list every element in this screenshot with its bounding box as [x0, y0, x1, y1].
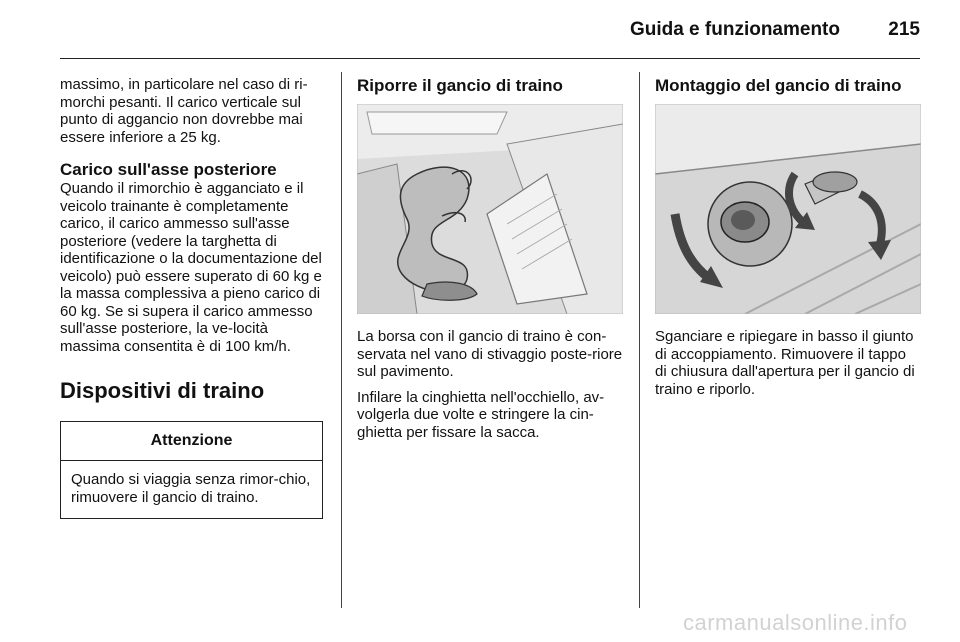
page-header	[60, 0, 920, 59]
coupling-illustration	[655, 104, 921, 314]
strap-instructions-paragraph: Infilare la cinghietta nell'occhiello, av-volgerla due volte e stringere la cin-ghietta per fissare la sacca.	[357, 388, 605, 441]
bag-location-paragraph: La borsa con il gancio di traino è con-servata nel vano di stivaggio poste-riore sul pavimento.	[357, 328, 623, 380]
column-left	[60, 76, 326, 519]
column-divider	[341, 72, 342, 608]
column-right	[655, 76, 921, 398]
store-towbar-heading: Riporre il gancio di traino	[357, 76, 563, 95]
intro-paragraph: massimo, in particolare nel caso di ri-morchi pesanti. Il carico verticale sul punto di aggancio non dovrebbe mai essere inferiore a 25 kg.	[60, 76, 308, 146]
watermark-text: carmanualsonline.info	[683, 610, 908, 635]
warning-box	[60, 421, 323, 519]
coupling-instructions-paragraph: Sganciare e ripiegare in basso il giunto di accoppiamento. Rimuovere il tappo di chiusura dall'apertura per il gancio di traino e riporlo.	[655, 328, 915, 398]
column-divider	[639, 72, 640, 608]
rear-axle-heading: Carico sull'asse posteriore	[60, 160, 277, 179]
towbar-bag-illustration	[357, 104, 623, 314]
warning-text: Quando si viaggia senza rimor-chio, rimuovere il gancio di traino.	[71, 471, 311, 506]
page-number: 215	[888, 19, 920, 40]
towing-devices-heading: Dispositivi di traino	[60, 378, 265, 403]
column-middle	[357, 76, 625, 441]
warning-title: Attenzione	[61, 422, 322, 461]
mount-towbar-heading: Montaggio del gancio di traino	[655, 76, 902, 95]
rear-axle-paragraph: Quando il rimorchio è agganciato e il veicolo trainante è completamente carico, il carico ammesso sull'asse posteriore (vedere la targhetta di identificazione o la documentazione del veicolo) può essere superato di 60 kg e la massa complessiva a pieno carico di 60 kg. Se si supera il carico ammesso sull'asse posteriore, la ve-locità massima consentita è di 100 km/h.	[60, 180, 322, 355]
section-title: Guida e funzionamento	[629, 19, 840, 40]
